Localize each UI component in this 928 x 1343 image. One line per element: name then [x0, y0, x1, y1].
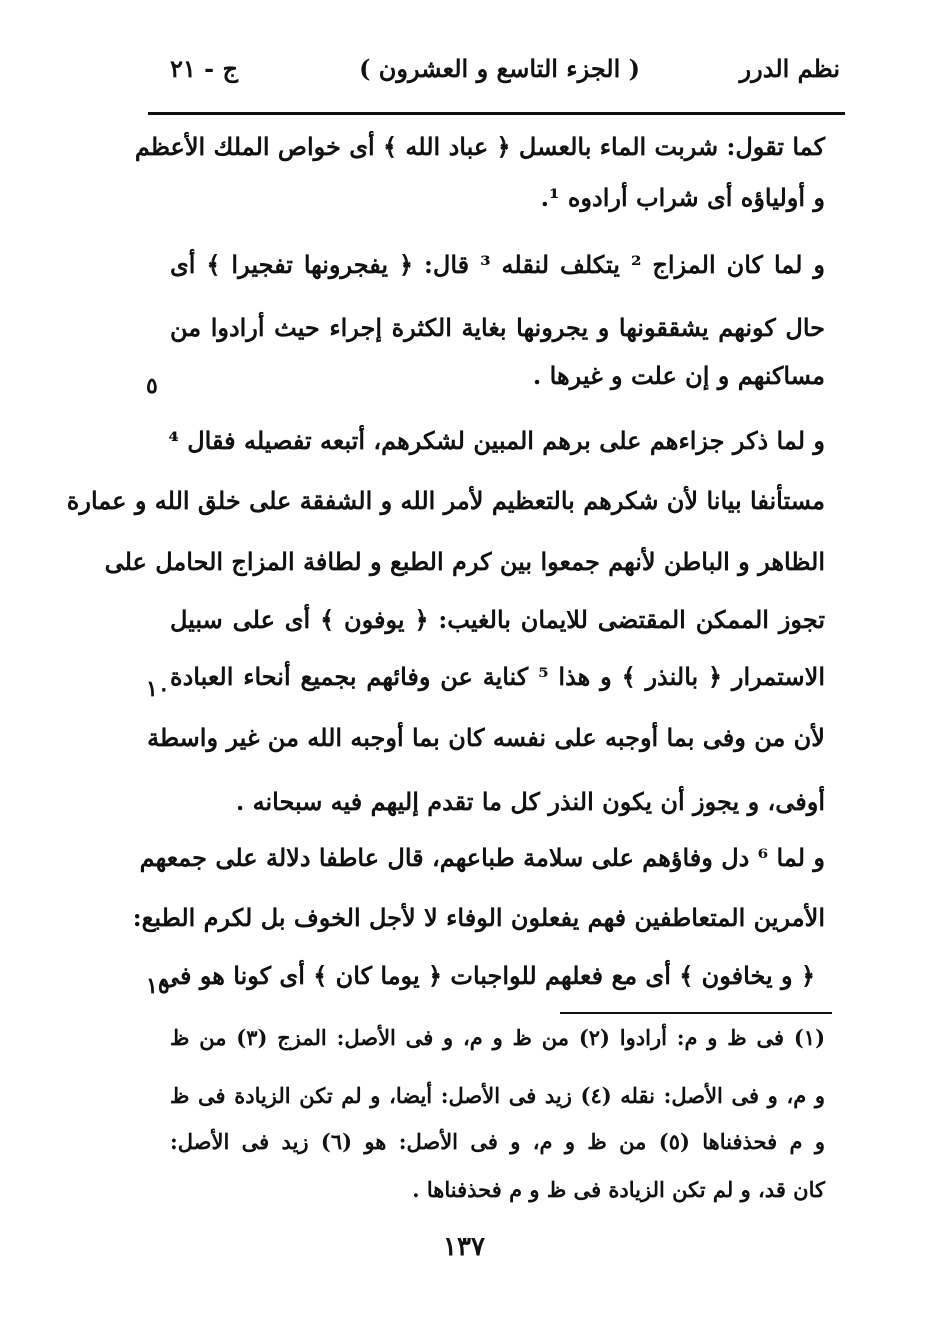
- text-line: حال كونهم يشققونها و يجرونها بغاية الكثرة إجراء حيث أرادوا من: [170, 313, 825, 342]
- page-number: ١٣٧: [443, 1232, 485, 1262]
- text-line: كما تقول: شربت الماء بالعسل ﴿ عباد الله ﴾ أى خواص الملك الأعظم: [134, 132, 825, 161]
- footnote-line: (١) فى ظ و م: أرادوا (٢) من ظ و م، و فى الأصل: المزج (٣) من ظ: [170, 1025, 826, 1050]
- line-number: ١٥: [146, 973, 170, 999]
- footnote-line: و م فحذفناها (٥) من ظ و م، و فى الأصل: هو (٦) زيد فى الأصل:: [170, 1129, 825, 1154]
- text-line: الأمرين المتعاطفين فهم يفعلون الوفاء لا لأجل الخوف بل لكرم الطبع:: [132, 903, 825, 932]
- text-line: و لما ⁶ دل وفاؤهم على سلامة طباعهم، قال عاطفا دلالة على جمعهم: [139, 843, 825, 872]
- text-line: و لما ذكر جزاءهم على برهم المبين لشكرهم، أتبعه تفصيله فقال ⁴: [168, 426, 825, 455]
- line-number: ٥: [146, 373, 158, 399]
- text-line: الاستمرار ﴿ بالنذر ﴾ و هذا ⁵ كناية عن وفائهم بجميع أنحاء العبادة: [170, 662, 825, 691]
- book-title: نظم الدرر: [739, 54, 840, 83]
- text-line: أوفى، و يجوز أن يكون النذر كل ما تقدم إليهم فيه سبحانه .: [235, 787, 825, 816]
- text-line: و أولياؤه أى شراب أرادوه ¹.: [540, 183, 825, 212]
- footnote-rule: [560, 1012, 832, 1014]
- footnote-line: و م، و فى الأصل: نقله (٤) زيد فى الأصل: أيضا، و لم تكن الزيادة فى ظ: [170, 1083, 825, 1108]
- running-header: [150, 54, 840, 94]
- footnote-line: كان قد، و لم تكن الزيادة فى ظ و م فحذفناها .: [412, 1177, 825, 1202]
- header-rule: [148, 112, 845, 115]
- text-line: لأن من وفى بما أوجبه على نفسه كان بما أوجبه الله من غير واسطة: [147, 723, 825, 752]
- text-line: مساكنهم و إن علت و غيرها .: [532, 361, 825, 390]
- part-title: ( الجزء التاسع و العشرون ): [359, 54, 640, 83]
- text-line: ﴿ و يخافون ﴾ أى مع فعلهم للواجبات ﴿ يوما كان ﴾ أى كونا هو فى: [160, 961, 815, 990]
- volume-label: ج - ٢١: [170, 54, 238, 83]
- text-line: مستأنفا بيانا لأن شكرهم بالتعظيم لأمر الله و الشفقة على خلق الله و عمارة: [66, 486, 825, 515]
- text-line: الظاهر و الباطن لأنهم جمعوا بين كرم الطبع و لطافة المزاج الحامل على: [104, 547, 825, 576]
- text-line: و لما كان المزاج ² يتكلف لنقله ³ قال: ﴿ يفجرونها تفجيرا ﴾ أى: [170, 250, 825, 279]
- line-number: ١٠: [146, 676, 170, 702]
- text-line: تجوز الممكن المقتضى للايمان بالغيب: ﴿ يوفون ﴾ أى على سبيل: [170, 605, 825, 634]
